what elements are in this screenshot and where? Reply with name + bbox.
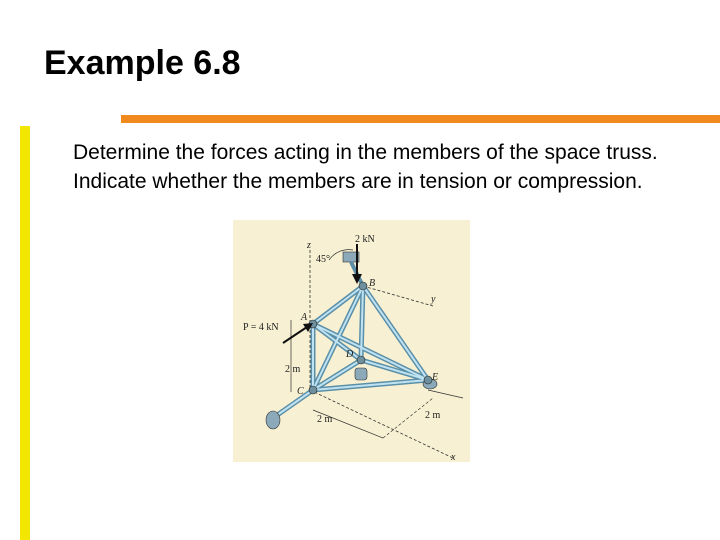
label-A: A xyxy=(301,312,308,323)
label-load-top: 2 kN xyxy=(355,234,375,245)
support-C-base xyxy=(266,411,280,429)
joint-C xyxy=(309,386,317,394)
label-y: y xyxy=(431,294,436,305)
label-dim-vertical: 2 m xyxy=(285,364,301,375)
label-dim-right: 2 m xyxy=(425,410,441,421)
label-E: E xyxy=(432,372,439,383)
title-underline-bar xyxy=(121,115,720,123)
label-load-P: P = 4 kN xyxy=(243,322,279,333)
left-accent-bar xyxy=(20,126,30,540)
label-D: D xyxy=(346,349,354,360)
slide-title: Example 6.8 xyxy=(44,44,241,82)
label-B: B xyxy=(369,278,376,289)
space-truss-diagram xyxy=(233,220,470,462)
joint-D xyxy=(357,356,365,364)
problem-statement: Determine the forces acting in the members of the space truss. Indicate whether the members are in tension or compression. xyxy=(73,141,658,193)
label-angle: 45° xyxy=(316,254,330,265)
joint-E xyxy=(424,376,432,384)
load-arrow-P xyxy=(283,327,307,343)
dim-line-right xyxy=(428,390,463,398)
label-dim-front: 2 m xyxy=(317,414,333,425)
space-truss-figure xyxy=(233,220,470,462)
label-x: x xyxy=(451,452,456,462)
support-D xyxy=(355,368,367,380)
label-C: C xyxy=(297,386,304,397)
joint-B xyxy=(359,282,367,290)
label-z: z xyxy=(307,240,311,251)
